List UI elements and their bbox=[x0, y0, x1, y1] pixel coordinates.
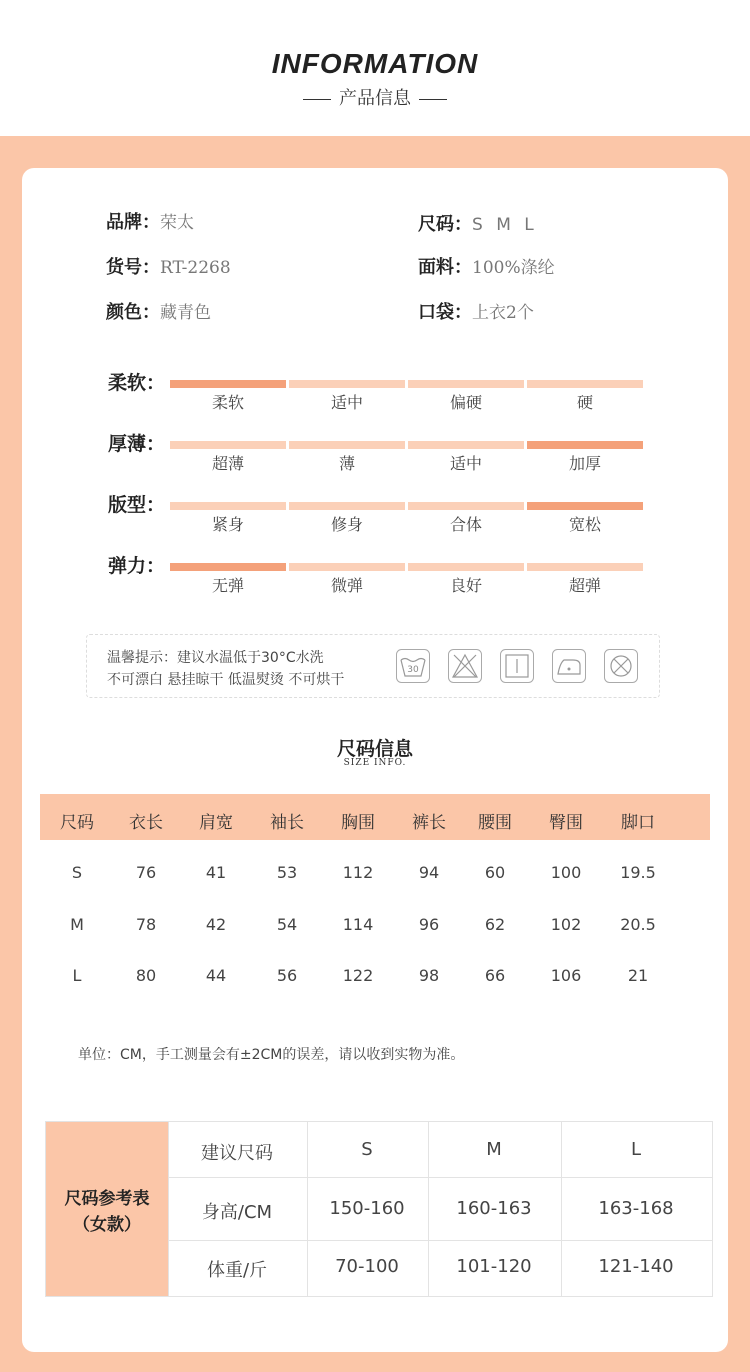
care-tip-line1: 温馨提示：建议水温低于30°C水洗 bbox=[107, 650, 324, 666]
size-cell: 44 bbox=[205, 966, 227, 985]
scale-option: 适中 bbox=[449, 454, 482, 473]
info-colon: ： bbox=[454, 257, 472, 278]
size-header-cell: 尺码 bbox=[60, 813, 94, 833]
reference-row-label: 建议尺码 bbox=[201, 1143, 273, 1164]
size-header-cell: 衣长 bbox=[129, 813, 163, 833]
scale-label: 厚薄： bbox=[108, 433, 166, 455]
info-colon: ： bbox=[142, 212, 160, 233]
scale-segment bbox=[289, 380, 405, 388]
scale-segment-active bbox=[170, 380, 286, 388]
info-color bbox=[106, 298, 211, 324]
info-colon: ： bbox=[454, 302, 472, 323]
size-cell: 53 bbox=[276, 863, 298, 882]
scale-option: 柔软 bbox=[211, 393, 244, 412]
scale-option: 良好 bbox=[449, 576, 482, 595]
reference-cell: 121-140 bbox=[598, 1256, 674, 1277]
info-pocket bbox=[418, 298, 534, 324]
size-cell: 94 bbox=[418, 863, 440, 882]
info-size bbox=[418, 210, 538, 236]
low-iron-icon bbox=[552, 649, 586, 683]
scale-option: 硬 bbox=[576, 393, 593, 412]
hang-dry-icon bbox=[500, 649, 534, 683]
info-value: 100%涤纶 bbox=[472, 258, 555, 278]
size-table-header bbox=[40, 794, 710, 840]
size-cell: L bbox=[72, 966, 82, 985]
scale-segment bbox=[408, 563, 524, 571]
reference-cell: M bbox=[486, 1139, 502, 1160]
info-key: 面料 bbox=[418, 257, 454, 278]
size-header-cell: 裤长 bbox=[412, 813, 446, 833]
size-cell: 60 bbox=[484, 863, 506, 882]
scale-option: 宽松 bbox=[568, 515, 601, 534]
scale-label: 版型： bbox=[108, 494, 166, 516]
info-brand bbox=[106, 208, 194, 234]
title-en: INFORMATION bbox=[271, 48, 479, 79]
scale-option: 合体 bbox=[449, 515, 482, 534]
scale-option: 无弹 bbox=[211, 576, 244, 595]
size-cell: 66 bbox=[484, 966, 506, 985]
scale-label: 柔软： bbox=[108, 372, 166, 394]
size-cell: 54 bbox=[276, 915, 298, 934]
divider bbox=[168, 1122, 169, 1296]
reference-subtitle: （女款） bbox=[73, 1215, 141, 1235]
scale-option: 适中 bbox=[330, 393, 363, 412]
size-header-cell: 袖长 bbox=[270, 813, 304, 833]
info-key: 货号 bbox=[106, 257, 142, 278]
info-value: RT-2268 bbox=[160, 258, 231, 278]
size-cell: 80 bbox=[135, 966, 157, 985]
no-tumble-dry-icon bbox=[604, 649, 638, 683]
size-cell: 76 bbox=[135, 863, 157, 882]
info-value: S M L bbox=[472, 215, 538, 235]
divider bbox=[561, 1122, 562, 1296]
size-header-cell: 肩宽 bbox=[199, 813, 233, 833]
scale-option: 加厚 bbox=[568, 454, 601, 473]
wash-30-icon bbox=[396, 649, 430, 683]
info-value: 藏青色 bbox=[160, 303, 211, 323]
size-cell: 19.5 bbox=[620, 863, 656, 882]
divider-right bbox=[419, 99, 447, 100]
scale-option: 修身 bbox=[330, 515, 363, 534]
info-colon: ： bbox=[142, 302, 160, 323]
title-cn bbox=[0, 84, 750, 110]
info-value: 上衣2个 bbox=[472, 303, 534, 323]
reference-cell: 160-163 bbox=[456, 1198, 532, 1219]
wash-temp-text: 30 bbox=[407, 665, 419, 675]
scale-option: 薄 bbox=[338, 454, 355, 473]
size-cell: 96 bbox=[418, 915, 440, 934]
size-cell: 100 bbox=[550, 863, 582, 882]
scale-segment bbox=[527, 563, 643, 571]
size-cell: 114 bbox=[342, 915, 374, 934]
info-item-no bbox=[106, 253, 231, 279]
info-colon: ： bbox=[454, 214, 472, 235]
header bbox=[0, 0, 750, 136]
reference-row-label: 身高/CM bbox=[201, 1202, 273, 1223]
size-cell: 42 bbox=[205, 915, 227, 934]
size-cell: 122 bbox=[342, 966, 374, 985]
info-colon: ： bbox=[142, 257, 160, 278]
scale-segment-active bbox=[527, 502, 643, 510]
size-cell: 78 bbox=[135, 915, 157, 934]
scale-segment bbox=[289, 502, 405, 510]
scale-segment bbox=[408, 502, 524, 510]
size-cell: 102 bbox=[550, 915, 582, 934]
size-cell: 21 bbox=[627, 966, 649, 985]
size-header-cell: 脚口 bbox=[621, 813, 655, 833]
size-reference-table bbox=[45, 1121, 713, 1297]
scale-segment-active bbox=[527, 441, 643, 449]
info-key: 口袋 bbox=[418, 302, 454, 323]
info-value: 荣太 bbox=[160, 213, 194, 233]
reference-title-cell bbox=[46, 1122, 168, 1296]
size-info-subtitle: SIZE INFO. bbox=[343, 758, 407, 768]
scale-option: 超薄 bbox=[211, 454, 244, 473]
size-cell: 98 bbox=[418, 966, 440, 985]
scale-segment bbox=[408, 441, 524, 449]
scale-segment bbox=[170, 441, 286, 449]
size-cell: 106 bbox=[550, 966, 582, 985]
size-cell: 56 bbox=[276, 966, 298, 985]
scale-segment bbox=[170, 502, 286, 510]
size-cell: 20.5 bbox=[620, 915, 656, 934]
size-cell: S bbox=[71, 863, 83, 882]
divider bbox=[168, 1177, 712, 1178]
scale-segment bbox=[289, 563, 405, 571]
reference-cell: 163-168 bbox=[598, 1198, 674, 1219]
scale-option: 偏硬 bbox=[449, 393, 482, 412]
care-tip-line2: 不可漂白 悬挂晾干 低温熨烫 不可烘干 bbox=[107, 672, 345, 688]
title-cn-text: 产品信息 bbox=[339, 88, 411, 109]
info-key: 颜色 bbox=[106, 302, 142, 323]
reference-row-label: 体重/斤 bbox=[206, 1260, 268, 1281]
info-key: 品牌 bbox=[106, 212, 142, 233]
scale-segment bbox=[408, 380, 524, 388]
scale-option: 超弹 bbox=[568, 576, 601, 595]
divider-left bbox=[303, 99, 331, 100]
scale-segment bbox=[289, 441, 405, 449]
scale-segment-active bbox=[170, 563, 286, 571]
size-header-cell: 臀围 bbox=[549, 813, 583, 833]
scale-option: 微弹 bbox=[330, 576, 363, 595]
size-header-cell: 胸围 bbox=[341, 813, 375, 833]
divider bbox=[168, 1240, 712, 1241]
no-bleach-icon bbox=[448, 649, 482, 683]
reference-title: 尺码参考表 bbox=[64, 1189, 150, 1209]
size-header-cell: 腰围 bbox=[478, 813, 512, 833]
size-info-title: 尺码信息 bbox=[336, 738, 413, 760]
size-cell: M bbox=[70, 915, 84, 934]
info-key: 尺码 bbox=[418, 214, 454, 235]
info-card bbox=[22, 168, 728, 1352]
size-cell: 112 bbox=[342, 863, 374, 882]
measurement-note: 单位：CM，手工测量会有±2CM的误差，请以收到实物为准。 bbox=[78, 1047, 465, 1063]
scale-option: 紧身 bbox=[211, 515, 244, 534]
reference-cell: 70-100 bbox=[335, 1256, 399, 1277]
reference-cell: L bbox=[630, 1139, 642, 1160]
info-fabric bbox=[418, 253, 555, 279]
reference-cell: 101-120 bbox=[456, 1256, 532, 1277]
size-cell: 41 bbox=[205, 863, 227, 882]
reference-cell: S bbox=[361, 1139, 373, 1160]
size-cell: 62 bbox=[484, 915, 506, 934]
care-tips bbox=[86, 634, 660, 698]
reference-cell: 150-160 bbox=[329, 1198, 405, 1219]
scale-label: 弹力： bbox=[108, 555, 166, 577]
scale-segment bbox=[527, 380, 643, 388]
